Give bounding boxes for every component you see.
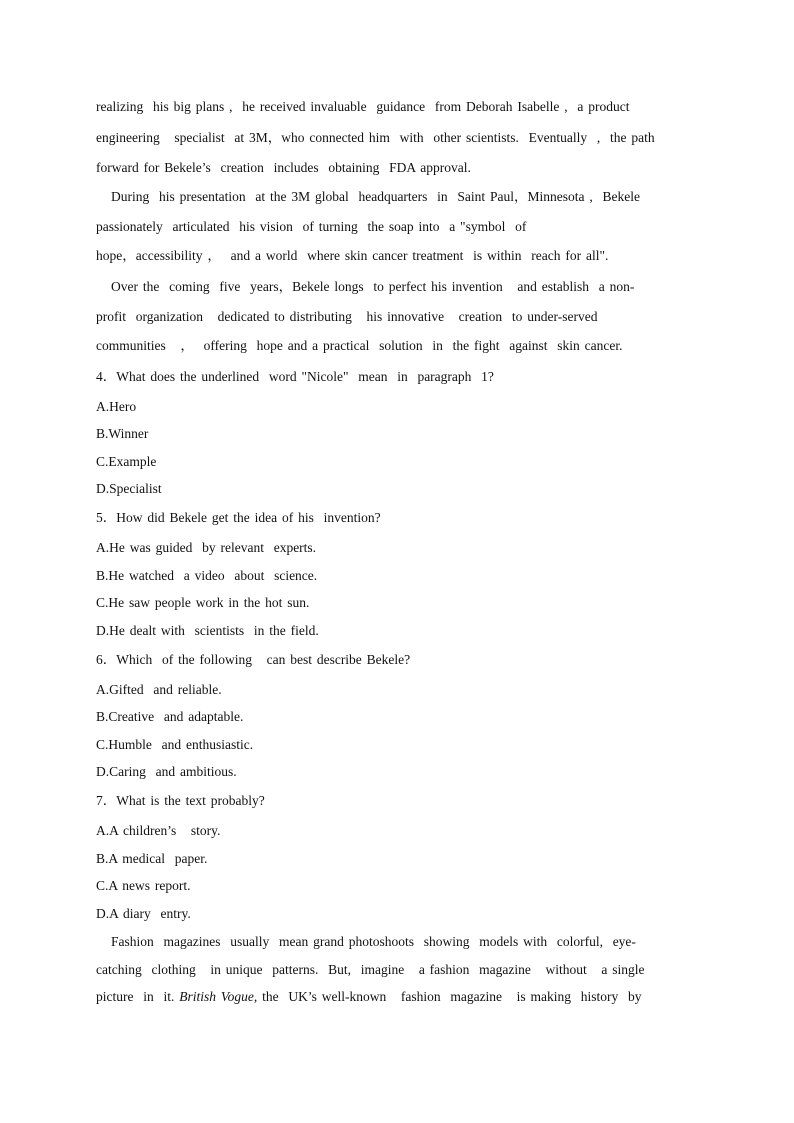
passage-line: passionately articulated his vision of turning the soap into a "symbol of [96,219,527,234]
question-4-option-c: C.Example [96,454,157,469]
magazine-title: British Vogue [179,989,254,1004]
passage-line: engineering specialist at 3M，who connected him with other scientists. Eventually , the path [96,130,655,145]
passage-line: communities ， offering hope and a practical solution in the fight against skin cancer. [96,338,623,353]
next-passage-text: picture in it. [96,989,180,1004]
question-7-option-a: A.A children’s story. [96,823,221,838]
question-5-option-b: B.He watched a video about science. [96,568,318,583]
next-passage-line [96,988,642,1006]
question-6-option-a: A.Gifted and reliable. [96,682,222,697]
question-6-option-c: C.Humble and enthusiastic. [96,737,254,752]
question-5-option-d: D.He dealt with scientists in the field. [96,623,319,638]
question-5-option-a: A.He was guided by relevant experts. [96,540,317,555]
question-7-option-d: D.A diary entry. [96,906,191,921]
passage-line: Over the coming five years，Bekele longs to perfect his invention and establish a non- [111,279,635,294]
question-7-option-c: C.A news report. [96,878,191,893]
passage-line: forward for Bekele’s creation includes obtaining FDA approval. [96,160,471,175]
passage-line: hope，accessibility ， and a world where skin cancer treatment is within reach for all". [96,248,609,263]
question-6-option-b: B.Creative and adaptable. [96,709,244,724]
question-6-stem: 6．Which of the following can best describe Bekele? [96,652,411,667]
question-4-option-b: B.Winner [96,426,149,441]
question-5-option-c: C.He saw people work in the hot sun. [96,595,310,610]
passage-line: During his presentation at the 3M global headquarters in Saint Paul，Minnesota , Bekele [111,189,641,204]
next-passage-line: Fashion magazines usually mean grand photoshoots showing models with colorful, eye- [111,934,636,949]
next-passage-line: catching clothing in unique patterns. But, imagine a fashion magazine without a single [96,962,645,977]
question-4-option-a: A.Hero [96,399,137,414]
next-passage-text: , the UK’s well-known fashion magazine is making history by [253,989,642,1004]
question-7-option-b: B.A medical paper. [96,851,208,866]
passage-line: profit organization dedicated to distributing his innovative creation to under-served [96,309,598,324]
question-7-stem: 7．What is the text probably? [96,793,265,808]
passage-line: realizing his big plans , he received invaluable guidance from Deborah Isabelle , a product [96,99,630,114]
question-6-option-d: D.Caring and ambitious. [96,764,237,779]
question-4-stem: 4．What does the underlined word "Nicole" mean in paragraph 1? [96,369,494,384]
question-4-option-d: D.Specialist [96,481,162,496]
question-5-stem: 5．How did Bekele get the idea of his invention? [96,510,381,525]
